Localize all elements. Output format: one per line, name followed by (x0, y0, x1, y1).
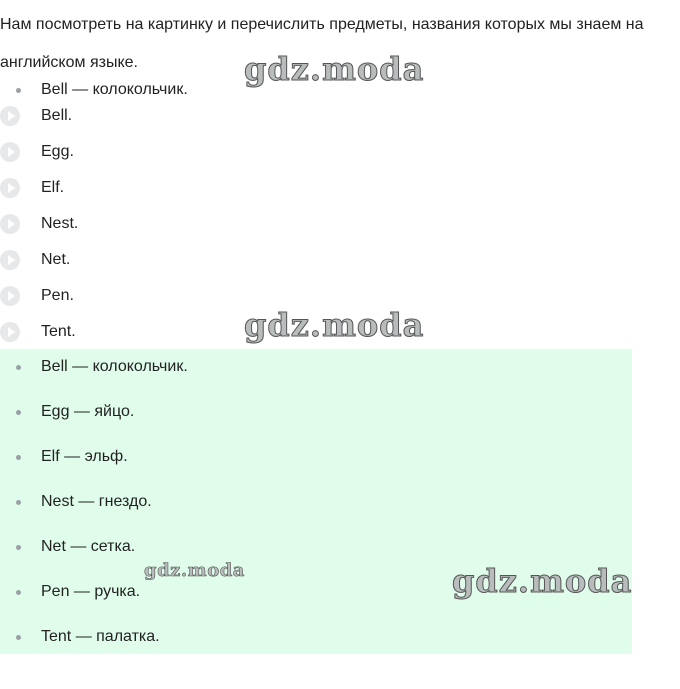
bullet-dot (16, 545, 21, 550)
audio-item-label: Net. (41, 251, 71, 268)
answer-item (0, 491, 600, 515)
answer-text: Nest — гнездо. (41, 493, 152, 510)
answer-box (0, 349, 632, 654)
answer-text: Net — сетка. (41, 538, 136, 555)
audio-item[interactable] (0, 141, 600, 163)
play-circle-icon[interactable] (0, 178, 20, 198)
audio-item-label: Pen. (41, 287, 74, 304)
play-circle-icon[interactable] (0, 250, 20, 270)
answer-item (0, 626, 600, 650)
answer-text: Elf — эльф. (41, 448, 128, 465)
audio-item-label: Egg. (41, 143, 74, 160)
watermark: gdz.moda (244, 50, 425, 88)
list-item (0, 79, 600, 101)
answer-item (0, 356, 600, 380)
audio-item[interactable] (0, 285, 600, 307)
answer-text: Pen — ручка. (41, 583, 141, 600)
answer-item (0, 446, 600, 470)
answer-text: Tent — палатка. (41, 628, 160, 645)
answer-item (0, 581, 600, 605)
bullet-dot (16, 500, 21, 505)
list-item-text: Bell — колокольчик. (41, 81, 188, 98)
bullet-dot (16, 410, 21, 415)
audio-item-label: Elf. (41, 179, 65, 196)
audio-item[interactable] (0, 105, 600, 127)
bullet-dot (16, 365, 21, 370)
answer-text: Bell — колокольчик. (41, 358, 188, 375)
audio-item[interactable] (0, 177, 600, 199)
bullet-dot (16, 455, 21, 460)
play-circle-icon[interactable] (0, 142, 20, 162)
answer-text: Egg — яйцо. (41, 403, 135, 420)
watermark: gdz.moda (144, 560, 245, 581)
bullet-dot (16, 590, 21, 595)
audio-item-label: Tent. (41, 323, 76, 340)
play-circle-icon[interactable] (0, 214, 20, 234)
answer-item (0, 536, 600, 560)
audio-item[interactable] (0, 249, 600, 271)
audio-item-label: Bell. (41, 107, 73, 124)
watermark: gdz.moda (452, 562, 633, 600)
audio-item[interactable] (0, 321, 600, 343)
play-circle-icon[interactable] (0, 286, 20, 306)
play-circle-icon[interactable] (0, 106, 20, 126)
bullet-dot (16, 635, 21, 640)
audio-item[interactable] (0, 213, 600, 235)
answer-item (0, 401, 600, 425)
intro-text: Нам посмотреть на картинку и перечислить предметы, названия которых мы знаем на английском языке. (0, 16, 644, 71)
audio-item-label: Nest. (41, 215, 79, 232)
play-circle-icon[interactable] (0, 322, 20, 342)
bullet-dot (16, 88, 21, 93)
watermark: gdz.moda (244, 306, 425, 344)
